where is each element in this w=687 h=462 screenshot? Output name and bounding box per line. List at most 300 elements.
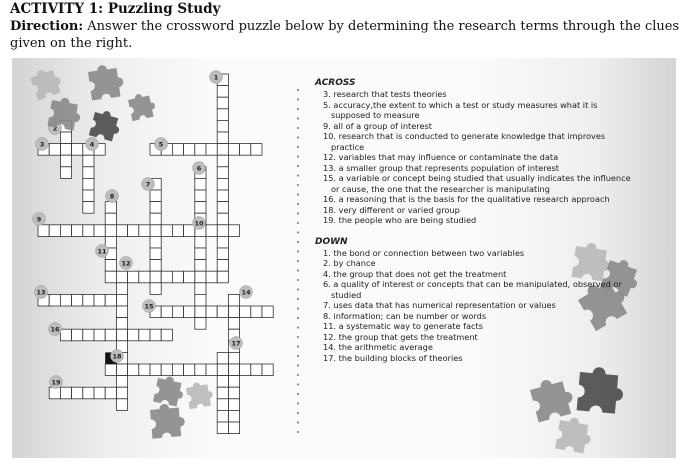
grid-cell[interactable] [228, 422, 239, 434]
margin-dot [297, 421, 299, 423]
grid-cell[interactable] [49, 294, 60, 306]
grid-cell[interactable] [83, 178, 94, 190]
grid-cell[interactable] [116, 306, 127, 318]
clue-number: 12. [323, 152, 337, 162]
down-heading: DOWN [315, 236, 348, 247]
clue-number: 1. [323, 247, 331, 258]
clue-text: the building blocks of theories [338, 352, 463, 363]
margin-dot [297, 402, 299, 404]
clue-text: information; can be number or words [333, 310, 487, 321]
grid-cell[interactable] [206, 144, 217, 156]
puzzle-piece-icon [577, 366, 626, 415]
grid-cell[interactable] [105, 260, 116, 272]
grid-cell[interactable] [228, 225, 239, 237]
grid-cell[interactable] [195, 271, 206, 283]
grid-cell[interactable] [172, 271, 183, 283]
clue-number-badge [193, 162, 206, 175]
down-clue [323, 279, 633, 300]
grid-cell[interactable] [38, 225, 49, 237]
grid-cell[interactable] [60, 144, 71, 156]
margin-dot [297, 136, 299, 138]
grid-cell[interactable] [195, 294, 206, 306]
grid-cell[interactable] [195, 260, 206, 272]
clue-text: the group that gets the treatment [338, 331, 478, 342]
badge-number: 7 [145, 180, 151, 189]
clue-number-badge [142, 178, 155, 191]
grid-cell[interactable] [139, 225, 150, 237]
grid-cell[interactable] [83, 387, 94, 399]
direction-text: Answer the crossword puzzle below by determining the research terms through the clues given on the right. [10, 19, 680, 51]
badge-number: 9 [36, 215, 42, 224]
grid-cell[interactable] [161, 225, 172, 237]
grid-cell[interactable] [217, 306, 228, 318]
grid-cell[interactable] [150, 236, 161, 248]
grid-cell[interactable] [217, 422, 228, 434]
clue-number: 15. [323, 173, 337, 183]
badge-number: 19 [51, 378, 61, 387]
grid-cell[interactable] [83, 167, 94, 179]
grid-cell[interactable] [217, 202, 228, 214]
grid-cell[interactable] [116, 387, 127, 399]
grid-cell[interactable] [128, 329, 139, 341]
grid-cell[interactable] [184, 364, 195, 376]
down-clue [323, 269, 633, 280]
clue-number-badge [33, 213, 46, 226]
grid-cell[interactable] [240, 144, 251, 156]
grid-cell[interactable] [228, 387, 239, 399]
grid-cell[interactable] [228, 306, 239, 318]
grid-cell[interactable] [217, 97, 228, 109]
grid-cell[interactable] [128, 271, 139, 283]
grid-cell[interactable] [116, 399, 127, 411]
margin-dot [297, 288, 299, 290]
margin-dot [297, 431, 299, 433]
grid-cell[interactable] [72, 387, 83, 399]
clue-number: 9. [323, 120, 331, 131]
grid-cell[interactable] [105, 271, 116, 283]
grid-cell[interactable] [60, 167, 71, 179]
grid-cell[interactable] [105, 225, 116, 237]
badge-number: 3 [39, 140, 45, 149]
margin-dot [297, 89, 299, 91]
grid-cell[interactable] [217, 271, 228, 283]
across-clue [323, 152, 633, 163]
grid-cell[interactable] [195, 364, 206, 376]
grid-cell[interactable] [217, 352, 228, 364]
badge-number: 12 [121, 259, 131, 268]
margin-dot [297, 393, 299, 395]
grid-cell[interactable] [251, 144, 262, 156]
grid-cell[interactable] [195, 306, 206, 318]
across-clue [323, 173, 633, 194]
grid-cell[interactable] [172, 225, 183, 237]
grid-cell[interactable] [139, 364, 150, 376]
clue-text: a quality of interest or concepts that can be manipulated, observed or studied [331, 279, 622, 300]
grid-cell[interactable] [116, 294, 127, 306]
clue-text: all of a group of interest [333, 120, 432, 131]
badge-number: 10 [194, 219, 204, 228]
margin-dot [297, 355, 299, 357]
grid-cell[interactable] [217, 144, 228, 156]
grid-cell[interactable] [217, 86, 228, 98]
margin-dot [297, 231, 299, 233]
clue-number: 10. [323, 131, 337, 141]
grid-cell[interactable] [116, 364, 127, 376]
grid-cell[interactable] [217, 376, 228, 388]
clue-text: by chance [333, 258, 376, 268]
clue-text: the group that does not get the treatment [333, 268, 507, 279]
grid-cell[interactable] [195, 236, 206, 248]
grid-cell[interactable] [217, 178, 228, 190]
grid-cell[interactable] [206, 306, 217, 318]
grid-cell[interactable] [217, 248, 228, 260]
clue-number-badge [111, 350, 124, 363]
clue-text: the people who are being studied [338, 215, 477, 225]
grid-cell[interactable] [105, 387, 116, 399]
margin-dot [297, 203, 299, 205]
grid-cell[interactable] [228, 294, 239, 306]
grid-cell[interactable] [116, 225, 127, 237]
margin-dot [297, 241, 299, 243]
grid-cell[interactable] [94, 387, 105, 399]
grid-cell[interactable] [206, 364, 217, 376]
clue-number: 8. [323, 310, 331, 321]
clue-number: 11. [323, 321, 337, 331]
clue-number-badge [35, 286, 48, 299]
down-clue [323, 258, 633, 269]
grid-cell[interactable] [116, 376, 127, 388]
grid-cell[interactable] [105, 213, 116, 225]
direction-label: Direction: [10, 19, 84, 34]
grid-cell[interactable] [83, 190, 94, 202]
clue-number-badge [210, 71, 223, 84]
clue-text: uses data that has numerical representation or values [333, 300, 556, 310]
margin-dot [297, 307, 299, 309]
margin-dot [297, 222, 299, 224]
across-clue [323, 194, 633, 205]
grid-cell[interactable] [217, 213, 228, 225]
down-clue [323, 353, 633, 364]
grid-cell[interactable] [262, 364, 273, 376]
grid-cell[interactable] [228, 399, 239, 411]
across-clue [323, 131, 633, 152]
clue-number-badge [96, 245, 109, 258]
margin-dot [297, 336, 299, 338]
grid-cell[interactable] [49, 225, 60, 237]
grid-cell[interactable] [72, 144, 83, 156]
down-clue-list [315, 248, 633, 364]
puzzle-piece-icon [153, 374, 186, 407]
puzzle-piece-icon [127, 91, 157, 121]
grid-cell[interactable] [49, 144, 60, 156]
grid-cell[interactable] [94, 225, 105, 237]
grid-cell[interactable] [105, 202, 116, 214]
grid-cell[interactable] [161, 271, 172, 283]
margin-dot [297, 108, 299, 110]
grid-cell[interactable] [240, 306, 251, 318]
badge-number: 6 [196, 164, 202, 173]
clue-number-badge [36, 138, 49, 151]
margin-dot [297, 250, 299, 252]
margin-dot [297, 165, 299, 167]
badge-number: 8 [109, 192, 115, 201]
clue-number-badge [155, 138, 168, 151]
across-clue-list [315, 89, 633, 226]
grid-cell[interactable] [116, 318, 127, 330]
grid-cell[interactable] [83, 202, 94, 214]
badge-number: 14 [241, 288, 251, 297]
badge-number: 1 [213, 73, 219, 82]
margin-dot [297, 298, 299, 300]
grid-cell[interactable] [184, 225, 195, 237]
badge-number: 11 [97, 247, 107, 256]
grid-cell[interactable] [228, 352, 239, 364]
grid-cell[interactable] [105, 364, 116, 376]
grid-cell[interactable] [83, 155, 94, 167]
grid-cell[interactable] [217, 132, 228, 144]
grid-cell[interactable] [72, 294, 83, 306]
badge-number: 18 [112, 352, 122, 361]
grid-cell[interactable] [161, 364, 172, 376]
grid-cell[interactable] [150, 213, 161, 225]
across-clue [323, 205, 633, 216]
grid-cell[interactable] [139, 329, 150, 341]
across-heading: ACROSS [315, 78, 356, 88]
grid-cell[interactable] [206, 225, 217, 237]
clue-number: 2. [323, 258, 331, 268]
clue-number: 3. [323, 89, 331, 99]
clue-number: 16. [323, 194, 337, 204]
clue-text: the arithmetic average [338, 342, 433, 352]
clue-number-badge [86, 138, 99, 151]
grid-cell[interactable] [116, 271, 127, 283]
margin-dot [297, 269, 299, 271]
grid-cell[interactable] [217, 120, 228, 132]
grid-cell[interactable] [60, 132, 71, 144]
grid-cell[interactable] [105, 236, 116, 248]
grid-cell[interactable] [83, 294, 94, 306]
grid-cell[interactable] [217, 364, 228, 376]
badge-number: 5 [158, 140, 164, 149]
grid-cell[interactable] [184, 271, 195, 283]
margin-dot [297, 317, 299, 319]
grid-cell[interactable] [94, 294, 105, 306]
across-clue [323, 163, 633, 174]
clue-number-badge [240, 286, 253, 299]
grid-cell[interactable] [172, 144, 183, 156]
clue-text: accuracy,the extent to which a test or study measures what it is supposed to measure [331, 99, 598, 120]
down-clue [323, 342, 633, 353]
clue-text: a reasoning that is the basis for the qualitative research approach [338, 194, 610, 204]
badge-number: 15 [144, 302, 154, 311]
across-clue [323, 89, 633, 100]
clue-number: 19. [323, 215, 337, 225]
grid-cell[interactable] [161, 329, 172, 341]
clue-number: 13. [323, 162, 337, 173]
grid-cell[interactable] [49, 387, 60, 399]
down-clue [323, 311, 633, 322]
clue-text: a smaller group that represents population of interest [338, 162, 559, 173]
grid-cell[interactable] [217, 190, 228, 202]
grid-cell[interactable] [228, 410, 239, 422]
margin-dot [297, 184, 299, 186]
margin-dot [297, 279, 299, 281]
margin-dot [297, 155, 299, 157]
clue-number: 12. [323, 331, 337, 342]
grid-cell[interactable] [150, 329, 161, 341]
grid-cell[interactable] [195, 283, 206, 295]
grid-cell[interactable] [228, 318, 239, 330]
grid-cell[interactable] [116, 329, 127, 341]
margin-dot [297, 98, 299, 100]
grid-cell[interactable] [150, 190, 161, 202]
grid-cell[interactable] [240, 364, 251, 376]
grid-cell[interactable] [150, 260, 161, 272]
grid-cell[interactable] [184, 144, 195, 156]
clue-text: the bond or connection between two variables [333, 247, 525, 258]
margin-dot [297, 383, 299, 385]
grid-cell[interactable] [195, 190, 206, 202]
grid-cell[interactable] [128, 225, 139, 237]
puzzle-piece-icon [150, 402, 186, 438]
grid-cell[interactable] [150, 225, 161, 237]
margin-dot [297, 364, 299, 366]
grid-cell[interactable] [150, 364, 161, 376]
clue-number: 6. [323, 279, 331, 289]
clue-text: research that is conducted to generate knowledge that improves practice [331, 131, 606, 152]
clue-number: 5. [323, 99, 331, 110]
puzzle-piece-icon [555, 415, 594, 454]
grid-cell[interactable] [195, 178, 206, 190]
grid-cell[interactable] [83, 225, 94, 237]
puzzle-piece-icon [89, 108, 123, 142]
grid-cell[interactable] [195, 202, 206, 214]
clue-number-badge [49, 323, 62, 336]
clue-text: a variable or concept being studied that usually indicates the influence or cause, the one that the researcher is manipulating [331, 173, 631, 194]
grid-cell[interactable] [217, 387, 228, 399]
grid-cell[interactable] [217, 167, 228, 179]
margin-dot [297, 326, 299, 328]
grid-cell[interactable] [60, 329, 71, 341]
puzzle-piece-icon [529, 374, 577, 422]
down-clue [323, 248, 633, 259]
down-clue [323, 321, 633, 332]
grid-cell[interactable] [217, 260, 228, 272]
grid-cell[interactable] [251, 306, 262, 318]
grid-cell[interactable] [195, 248, 206, 260]
margin-dot [297, 260, 299, 262]
puzzle-piece-icon [185, 380, 214, 409]
grid-cell[interactable] [150, 248, 161, 260]
down-clue [323, 332, 633, 343]
badge-number: 16 [50, 325, 60, 334]
grid-cell[interactable] [150, 271, 161, 283]
grid-cell[interactable] [128, 364, 139, 376]
grid-cell[interactable] [228, 364, 239, 376]
badge-number: 2 [52, 124, 58, 133]
clue-number-badge [143, 300, 156, 313]
clue-text: very different or varied group [338, 204, 460, 215]
grid-cell[interactable] [172, 306, 183, 318]
margin-dot [297, 174, 299, 176]
grid-cell[interactable] [195, 144, 206, 156]
grid-cell[interactable] [217, 155, 228, 167]
grid-cell[interactable] [60, 294, 71, 306]
grid-cell[interactable] [217, 410, 228, 422]
activity-title: ACTIVITY 1: Puzzling Study [10, 1, 221, 17]
clue-number: 17. [323, 352, 337, 363]
puzzle-piece-icon [47, 96, 83, 132]
clue-number: 18. [323, 204, 337, 215]
grid-cell[interactable] [72, 329, 83, 341]
grid-cell[interactable] [60, 225, 71, 237]
grid-cell[interactable] [251, 364, 262, 376]
grid-cell[interactable] [72, 225, 83, 237]
grid-cell[interactable] [150, 202, 161, 214]
grid-cell[interactable] [105, 329, 116, 341]
margin-dot [297, 117, 299, 119]
grid-cell[interactable] [150, 283, 161, 295]
clue-text: variables that may influence or contaminate the data [338, 152, 559, 162]
clue-text: a systematic way to generate facts [338, 321, 484, 331]
clue-number-badge [120, 257, 133, 270]
grid-cell[interactable] [94, 329, 105, 341]
grid-cell[interactable] [195, 318, 206, 330]
clue-number-badge [106, 190, 119, 203]
grid-cell[interactable] [172, 364, 183, 376]
grid-cell[interactable] [217, 225, 228, 237]
grid-cell[interactable] [262, 306, 273, 318]
margin-dot [297, 345, 299, 347]
clue-number-badge [50, 376, 63, 389]
badge-number: 13 [36, 288, 46, 297]
grid-cell[interactable] [217, 109, 228, 121]
margin-dot [297, 212, 299, 214]
grid-cell[interactable] [60, 155, 71, 167]
margin-dot [297, 374, 299, 376]
grid-cell[interactable] [83, 329, 94, 341]
clue-number: 14. [323, 342, 337, 352]
grid-cell[interactable] [60, 387, 71, 399]
across-clue [323, 100, 633, 121]
badge-number: 4 [89, 140, 95, 149]
puzzle-piece-icon [87, 63, 125, 101]
clue-number-badge [193, 217, 206, 230]
margin-dot [297, 193, 299, 195]
clue-number-badge [230, 337, 243, 350]
grid-cell[interactable] [228, 376, 239, 388]
clue-number: 7. [323, 300, 331, 310]
grid-cell[interactable] [217, 236, 228, 248]
grid-cell[interactable] [217, 399, 228, 411]
grid-cell[interactable] [139, 271, 150, 283]
grid-cell[interactable] [228, 144, 239, 156]
badge-number: 17 [231, 339, 241, 348]
margin-dot [297, 146, 299, 148]
grid-cell[interactable] [105, 294, 116, 306]
across-clue [323, 121, 633, 132]
grid-cell[interactable] [206, 271, 217, 283]
across-clue [323, 215, 633, 226]
grid-cell[interactable] [184, 306, 195, 318]
margin-dot [297, 127, 299, 129]
grid-cell[interactable] [161, 306, 172, 318]
grid-cell[interactable] [116, 283, 127, 295]
puzzle-piece-icon [29, 65, 65, 101]
clues-panel [315, 78, 633, 363]
down-clue [323, 300, 633, 311]
clue-text: research that tests theories [333, 89, 447, 99]
